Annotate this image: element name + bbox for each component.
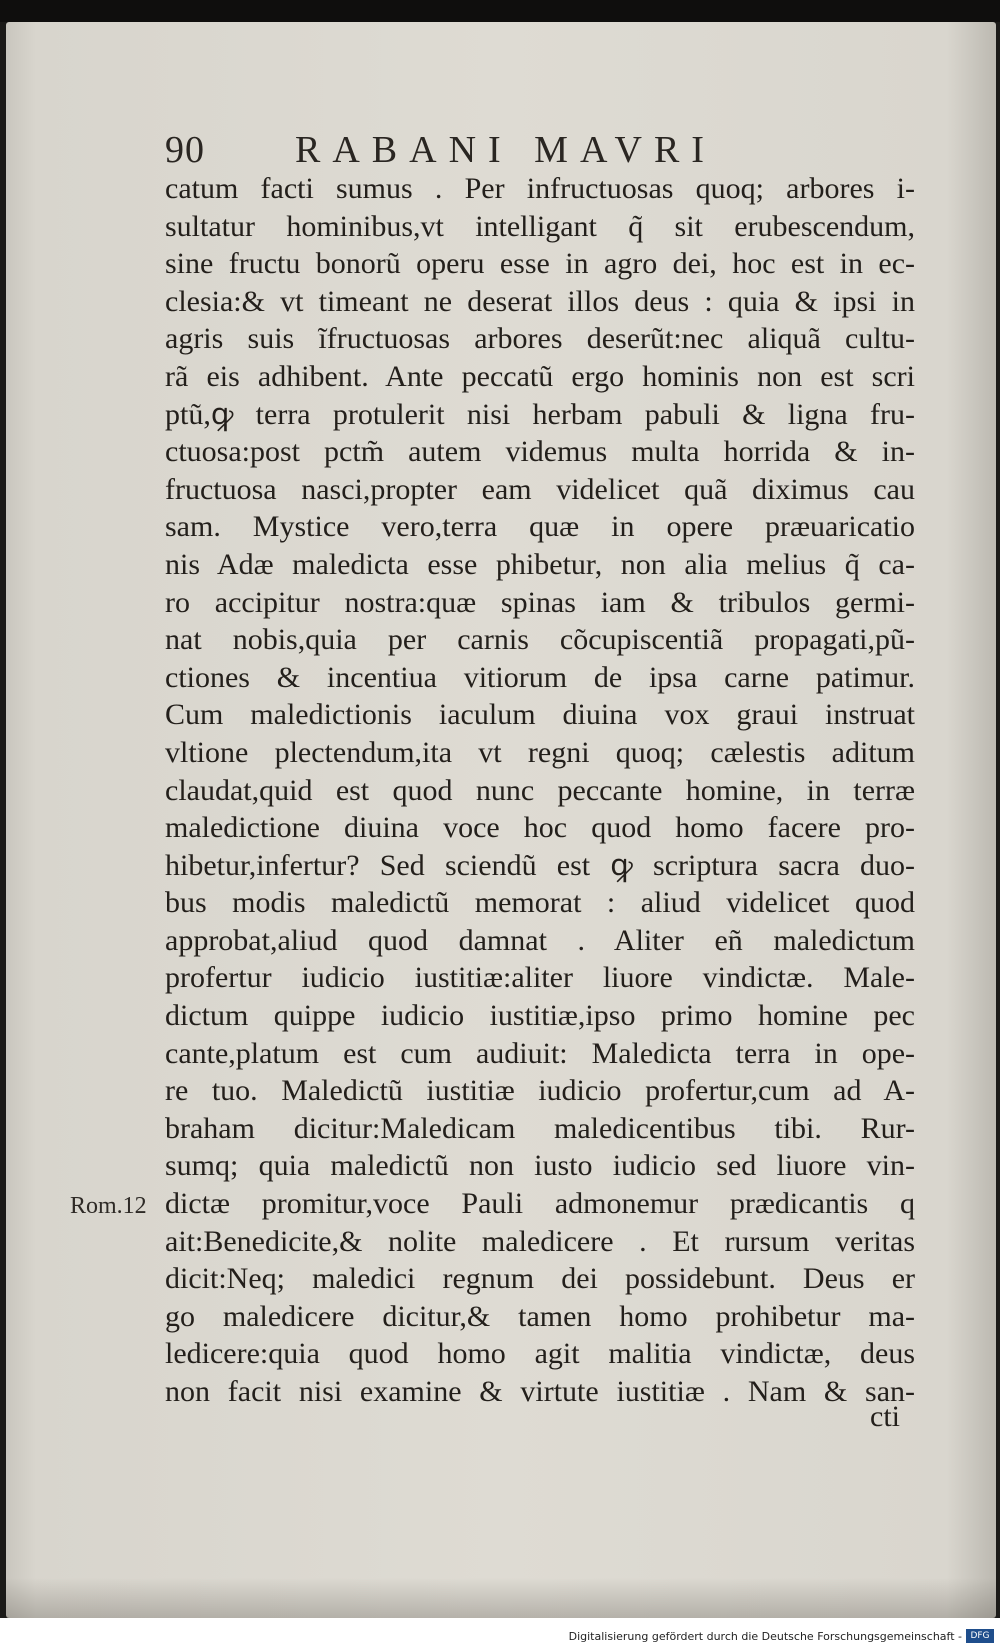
digitization-credit: Digitalisierung gefördert durch die Deutsche Forschungsgemeinschaft -: [568, 1630, 962, 1643]
body-text: [165, 170, 915, 1411]
text-line: braham dicitur:Maledicam maledicentibus tibi. Rur-: [165, 1111, 915, 1145]
catchword: cti: [870, 1400, 900, 1433]
text-line: Cum maledictionis iaculum diuina vox graui instruat: [165, 698, 915, 732]
text-line: re tuo. Maledictũ iustitiæ iudicio profertur,cum ad A-: [165, 1074, 915, 1108]
text-line: dictum quippe iudicio iustitiæ,ipso primo homine pec: [165, 999, 915, 1033]
text-line: nis Adæ maledicta esse phibetur, non alia melius q̃ ca-: [165, 547, 915, 581]
running-head: [165, 100, 825, 171]
text-line: ledicere:quia quod homo agit malitia vindictæ, deus: [165, 1337, 915, 1371]
margin-note: Rom.12: [70, 1193, 147, 1219]
dfg-logo: DFG: [966, 1629, 994, 1643]
text-line: ctiones & incentiua vitiorum de ipsa carne patimur.: [165, 660, 915, 694]
text-line: profertur iudicio iustitiæ:aliter liuore vindictæ. Male-: [165, 961, 915, 995]
text-line: sine fructu bonorũ operu esse in agro dei, hoc est in ec-: [165, 247, 915, 281]
text-line: hibetur,infertur? Sed sciendũ est ꝙ scriptura sacra duo-: [165, 848, 915, 882]
text-line: dictæ promitur,voce Pauli admonemur prædicantis q: [165, 1187, 915, 1221]
text-line: clesia:& vt timeant ne deserat illos deus : quia & ipsi in: [165, 284, 915, 318]
text-line: sam. Mystice vero,terra quæ in opere præuaricatio: [165, 510, 915, 544]
text-line: cante,platum est cum audiuit: Maledicta terra in ope-: [165, 1036, 915, 1070]
text-line: dicit:Neq; maledici regnum dei possidebunt. Deus er: [165, 1262, 915, 1296]
running-title: RABANI MAVRI: [295, 129, 716, 171]
text-line: sultatur hominibus,vt intelligant q̃ sit erubescendum,: [165, 209, 915, 243]
text-line: claudat,quid est quod nunc peccante homine, in terræ: [165, 773, 915, 807]
text-line: ctuosa:post pctm̃ autem videmus multa horrida & in-: [165, 435, 915, 469]
text-line: non facit nisi examine & virtute iustitiæ . Nam & san-: [165, 1375, 915, 1408]
text-line: rã eis adhibent. Ante peccatũ ergo hominis non est scri: [165, 359, 915, 393]
text-line: go maledicere dicitur,& tamen homo prohibetur ma-: [165, 1299, 915, 1333]
text-line: nat nobis,quia per carnis cõcupiscentiã propagati,pũ-: [165, 623, 915, 657]
text-line: ait:Benedicite,& nolite maledicere . Et rursum veritas: [165, 1224, 915, 1258]
page-number: 90: [165, 129, 205, 171]
text-line: vltione plectendum,ita vt regni quoq; cælestis aditum: [165, 735, 915, 769]
text-line: approbat,aliud quod damnat . Aliter eñ maledictum: [165, 923, 915, 957]
text-line: fructuosa nasci,propter eam videlicet quã diximus cau: [165, 472, 915, 506]
scan-top-edge: [0, 0, 1000, 22]
text-line: catum facti sumus . Per infructuosas quoq; arbores i-: [165, 172, 915, 205]
text-line: ptũ,ꝙ terra protulerit nisi herbam pabuli & ligna fru-: [165, 397, 915, 431]
text-line: bus modis maledictũ memorat : aliud videlicet quod: [165, 886, 915, 920]
text-line: agris suis ĩfructuosas arbores deserũt:nec aliquã cultu-: [165, 322, 915, 356]
text-line: ro accipitur nostra:quæ spinas iam & tribulos germi-: [165, 585, 915, 619]
text-line: maledictione diuina voce hoc quod homo facere pro-: [165, 811, 915, 845]
text-line: sumq; quia maledictũ non iusto iudicio sed liuore vin-: [165, 1149, 915, 1183]
